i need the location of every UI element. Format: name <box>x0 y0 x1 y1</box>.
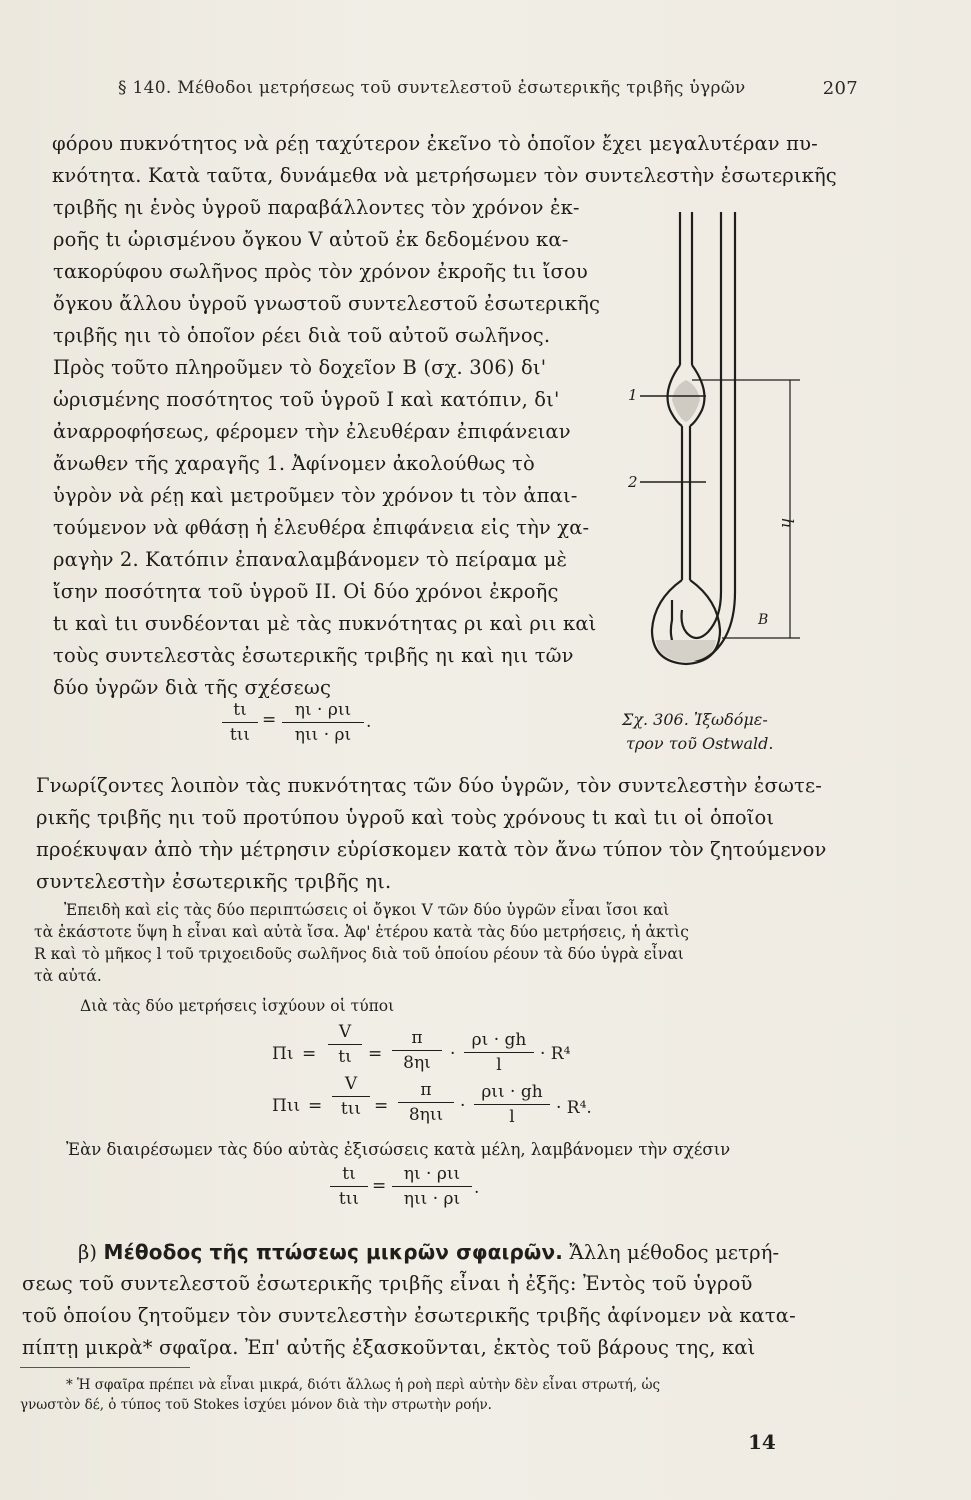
text-line: ὄγκου ἄλλου ὑγροῦ γνωστοῦ συντελεστοῦ ἐσωτερικῆς <box>53 292 601 315</box>
liquid-in-bulb <box>672 380 700 422</box>
running-header <box>118 78 858 98</box>
text-line: τακορύφου σωλῆνος πρὸς τὸν χρόνον ἐκροῆς tιι ἴσου <box>53 260 588 283</box>
fraction <box>282 700 364 745</box>
h-label: h <box>778 518 797 529</box>
text-line: ροῆς tι ὡρισμένου ὄγκου V αὐτοῦ ἐκ δεδομένου κα- <box>53 228 569 251</box>
mark-1-label: 1 <box>628 386 638 404</box>
text-line: τοὺς συντελεστὰς ἐσωτερικῆς τριβῆς ηι καὶ ηιι τῶν <box>53 644 574 667</box>
fraction <box>222 700 258 745</box>
text-line: φόρου πυκνότητος νὰ ρέῃ ταχύτερον ἐκεῖνο τὸ ὁποῖον ἔχει μεγαλυτέραν πυ- <box>52 132 818 155</box>
fraction-bar <box>392 1186 472 1187</box>
small-text-line: Ἐπειδὴ καὶ εἰς τὰς δύο περιπτώσεις οἱ ὄγκοι V τῶν δύο ὑγρῶν εἶναι ἴσοι καὶ <box>64 901 670 919</box>
numerator: V <box>344 1074 358 1094</box>
denominator: ηιι · ρι <box>403 1189 461 1209</box>
fraction-bar <box>464 1052 534 1053</box>
text-line: ὡρισμένης ποσότητος τοῦ ὑγροῦ Ι καὶ κατόπιν, δι' <box>53 388 560 411</box>
fraction <box>392 1028 442 1073</box>
numerator: ηι · ριι <box>403 1164 461 1184</box>
small-text-line: τὰ αὐτά. <box>34 967 102 985</box>
fraction <box>328 1022 362 1067</box>
small-text-line: τὰ ἑκάστοτε ὕψη h εἶναι καὶ αὐτὰ ἴσα. Ἀφ' ἑτέρου κατὰ τὰς δύο μετρήσεις, ἡ ἀκτὶς <box>34 923 689 941</box>
denominator: l <box>509 1107 515 1127</box>
denominator: tιι <box>229 725 251 745</box>
section-b-line <box>78 1240 779 1265</box>
numerator: ριι · gh <box>481 1082 543 1102</box>
formulas-intro: Διὰ τὰς δύο μετρήσεις ἰσχύουν οἱ τύποι <box>80 997 395 1015</box>
text-line: τοῦ ὁποίου ζητοῦμεν τὸν συντελεστὴν ἐσωτερικῆς τριβῆς ἀφίνομεν νὰ κατα- <box>22 1304 796 1327</box>
fraction <box>464 1030 534 1075</box>
text-line: τριβῆς ηιι τὸ ὁποῖον ρέει διὰ τοῦ αὐτοῦ σωλῆνος. <box>53 324 551 347</box>
b-label: B <box>758 612 769 628</box>
mark-2-label: 2 <box>628 473 638 491</box>
section-text: Ἄλλη μέθοδος μετρή- <box>569 1241 780 1264</box>
section-label: β) <box>78 1241 98 1264</box>
section-heading: Μέθοδος τῆς πτώσεως μικρῶν σφαιρῶν. <box>103 1240 563 1264</box>
denominator: tι <box>338 1047 352 1067</box>
period: . <box>366 712 372 732</box>
fraction-bar <box>332 1096 370 1097</box>
footnote-line: * Ἡ σφαῖρα πρέπει νὰ εἶναι μικρά, διότι ἄλλως ἡ ροὴ περὶ αὐτὴν δὲν εἶναι στρωτή, ὡς <box>66 1377 661 1393</box>
numerator: ρι · gh <box>471 1030 527 1050</box>
fraction <box>330 1164 368 1209</box>
denominator: l <box>496 1055 502 1075</box>
numerator: tι <box>342 1164 356 1184</box>
fraction-bar <box>392 1050 442 1051</box>
lhs: Πι <box>272 1044 294 1064</box>
numerator: π <box>420 1080 432 1100</box>
right-tube-inner <box>682 212 722 638</box>
tail: · R⁴. <box>556 1098 592 1118</box>
text-line: τούμενον νὰ φθάσῃ ἡ ἐλευθέρα ἐπιφάνεια εἰς τὴν χα- <box>53 516 590 539</box>
period: . <box>474 1178 480 1198</box>
dot-operator: · <box>460 1096 466 1116</box>
fraction-bar <box>474 1104 550 1105</box>
equals-sign: = <box>372 1176 387 1196</box>
fraction <box>392 1164 472 1209</box>
text-line: ρικῆς τριβῆς ηιι τοῦ προτύπου ὑγροῦ καὶ τοὺς χρόνους tι καὶ tιι οἱ ὁποῖοι <box>36 806 775 829</box>
denominator: ηιι · ρι <box>294 725 352 745</box>
text-line: ἴσην ποσότητα τοῦ ὑγροῦ ΙΙ. Οἱ δύο χρόνοι ἐκροῆς <box>53 580 559 603</box>
equals-sign: = <box>374 1096 389 1116</box>
numerator: ηι · ριι <box>294 700 352 720</box>
denominator: 8ηιι <box>408 1105 444 1125</box>
footnote-rule <box>20 1367 190 1368</box>
text-line: κνότητα. Κατὰ ταῦτα, δυνάμεθα νὰ μετρήσωμεν τὸν συντελεστὴν ἐσωτερικῆς <box>52 164 837 187</box>
denominator: tιι <box>340 1099 362 1119</box>
text-line: προέκυψαν ἀπὸ τὴν μέτρησιν εὑρίσκομεν κατὰ τὸν ἄνω τύπον τὸν ζητούμενον <box>36 838 827 861</box>
figure-caption <box>622 708 802 756</box>
text-line: τριβῆς ηι ἑνὸς ὑγροῦ παραβάλλοντες τὸν χρόνον ἐκ- <box>53 196 580 219</box>
small-text-line: R καὶ τὸ μῆκος l τοῦ τριχοειδοῦς σωλῆνος διὰ τοῦ ὁποίου ρέουν τὰ δύο ὑγρὰ εἶναι <box>34 945 684 963</box>
numerator: π <box>411 1028 423 1048</box>
text-line: σεως τοῦ συντελεστοῦ ἐσωτερικῆς τριβῆς εἶναι ἡ ἐξῆς: Ἐντὸς τοῦ ὑγροῦ <box>22 1272 753 1295</box>
text-line: Πρὸς τοῦτο πληροῦμεν τὸ δοχεῖον Β (σχ. 306) δι' <box>53 356 547 379</box>
capillary <box>682 426 690 580</box>
caption-line: τρον τοῦ Ostwald. <box>626 734 774 753</box>
lhs: Πιι <box>272 1096 301 1116</box>
equals-sign: = <box>368 1044 383 1064</box>
text-line: πίπτῃ μικρὰ* σφαῖρα. Ἐπ' αὐτῆς ἐξασκοῦνται, ἐκτὸς τοῦ βάρους της, καὶ <box>22 1336 756 1359</box>
fraction <box>474 1082 550 1127</box>
denominator: 8ηι <box>403 1053 431 1073</box>
fraction-bar <box>330 1186 368 1187</box>
fraction <box>332 1074 370 1119</box>
text-line: tι καὶ tιι συνδέονται μὲ τὰς πυκνότητας ρι καὶ ριι καὶ <box>53 612 597 635</box>
signature-mark: 14 <box>748 1430 776 1454</box>
equals-sign: = <box>308 1096 323 1116</box>
equals-sign: = <box>302 1044 317 1064</box>
page-number: 207 <box>822 78 858 99</box>
fraction-bar <box>222 722 258 723</box>
tail: · R⁴ <box>540 1044 571 1064</box>
division-text: Ἐὰν διαιρέσωμεν τὰς δύο αὐτὰς ἐξισώσεις κατὰ μέλη, λαμβάνομεν τὴν σχέσιν <box>66 1140 731 1159</box>
text-line: ἀναρροφήσεως, φέρομεν τὴν ἐλευθέραν ἐπιφάνειαν <box>53 420 571 443</box>
text-line: ἄνωθεν τῆς χαραγῆς 1. Ἀφίνομεν ἀκολούθως τὸ <box>53 452 535 475</box>
numerator: tι <box>233 700 247 720</box>
ostwald-viscometer-figure <box>610 200 840 710</box>
caption-line: Σχ. 306. Ἰξωδόμε- <box>622 710 768 729</box>
text-line: δύο ὑγρῶν διὰ τῆς σχέσεως <box>53 676 332 699</box>
fraction <box>398 1080 454 1125</box>
fraction-bar <box>328 1044 362 1045</box>
fraction-bar <box>398 1102 454 1103</box>
footnote-line: γνωστὸν δέ, ὁ τύπος τοῦ Stokes ἰσχύει μόνον διὰ τὴν στρωτὴν ροήν. <box>20 1397 492 1413</box>
equals-sign: = <box>262 710 277 730</box>
text-line: Γνωρίζοντες λοιπὸν τὰς πυκνότητας τῶν δύο ὑγρῶν, τὸν συντελεστὴν ἐσωτε- <box>36 774 822 797</box>
text-line: ραγὴν 2. Κατόπιν ἐπαναλαμβάνομεν τὸ πείραμα μὲ <box>53 548 568 571</box>
denominator: tιι <box>338 1189 360 1209</box>
text-line: συντελεστὴν ἐσωτερικῆς τριβῆς ηι. <box>36 870 392 893</box>
dot-operator: · <box>450 1044 456 1064</box>
header-title: § 140. Μέθοδοι μετρήσεως τοῦ συντελεστοῦ ἐσωτερικῆς τριβῆς ὑγρῶν <box>118 78 746 98</box>
text-line: ὑγρὸν νὰ ρέῃ καὶ μετροῦμεν τὸν χρόνον tι τὸν ἀπαι- <box>53 484 578 507</box>
numerator: V <box>338 1022 352 1042</box>
fraction-bar <box>282 722 364 723</box>
